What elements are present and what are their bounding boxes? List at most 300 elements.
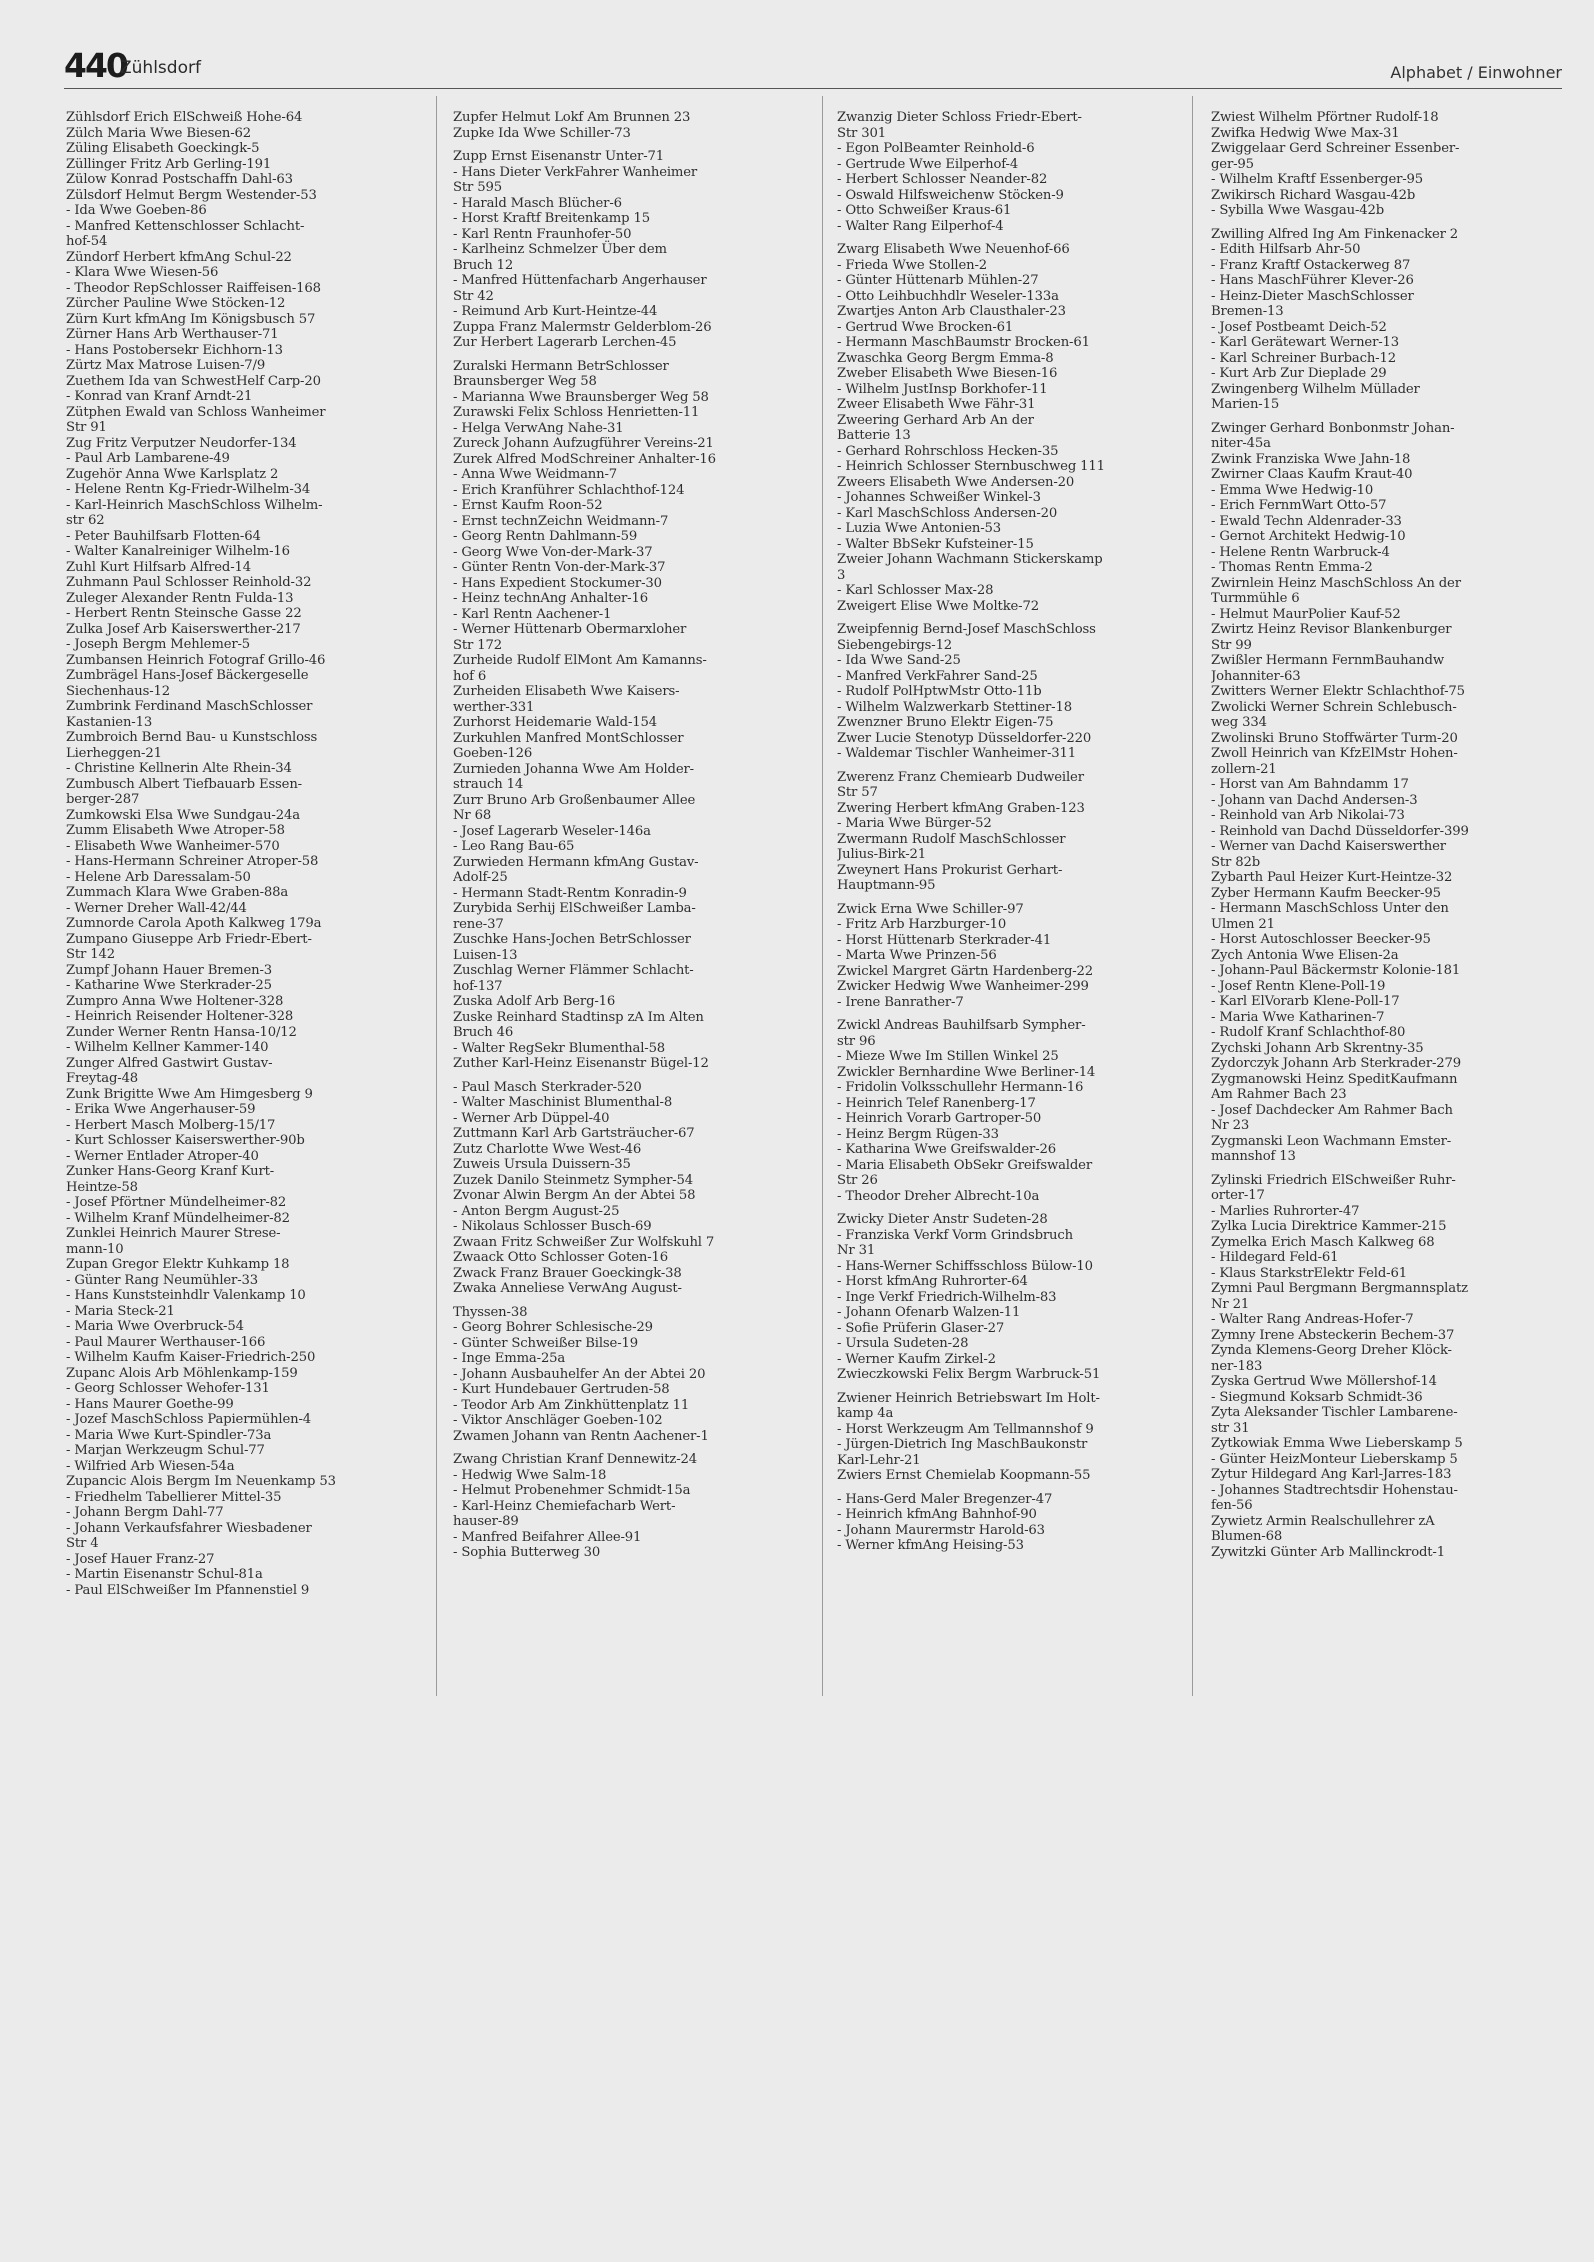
directory-entry: Zych Antonia Wwe Elisen-2a xyxy=(1211,947,1399,963)
directory-entry: - Gertrud Wwe Brocken-61 xyxy=(837,319,1014,335)
directory-entry: Bruch 12 xyxy=(453,257,514,273)
directory-entry: - Paul Arb Lambarene-49 xyxy=(66,451,230,466)
directory-entry: werther-331 xyxy=(453,699,535,715)
directory-entry: Zupan Gregor Elektr Kuhkamp 18 xyxy=(66,1257,290,1272)
directory-entry: Zwilling Alfred Ing Am Finkenacker 2 xyxy=(1211,226,1459,242)
directory-entry: - Heinrich Vorarb Gartroper-50 xyxy=(837,1111,1042,1126)
directory-entry: - Frieda Wwe Stollen-2 xyxy=(837,257,988,273)
directory-entry: Zwingenberg Wilhelm Müllader xyxy=(1211,381,1420,397)
directory-entry: zollern-21 xyxy=(1211,761,1277,777)
directory-entry: Zutz Charlotte Wwe West-46 xyxy=(453,1141,642,1157)
directory-entry: Hauptmann-95 xyxy=(837,878,936,893)
directory-entry: - Horst van Am Bahndamm 17 xyxy=(1211,777,1409,792)
directory-entry: - Ursula Sudeten-28 xyxy=(837,1336,969,1351)
directory-entry: Str 99 xyxy=(1211,637,1252,653)
directory-entry: - Siegmund Koksarb Schmidt-36 xyxy=(1211,1389,1423,1405)
directory-entry: Zuska Adolf Arb Berg-16 xyxy=(453,994,616,1009)
directory-entry: Zyber Hermann Kaufm Beecker-95 xyxy=(1211,885,1441,901)
directory-entry: - Hans-Hermann Schreiner Atroper-58 xyxy=(66,854,319,869)
directory-entry: - Elisabeth Wwe Wanheimer-570 xyxy=(66,838,280,854)
directory-entry: - Inge Emma-25a xyxy=(453,1351,566,1366)
directory-entry: Karl-Lehr-21 xyxy=(837,1452,921,1468)
directory-entry: hof-54 xyxy=(66,234,108,249)
directory-entry: - Herbert Masch Molberg-15/17 xyxy=(66,1117,276,1133)
directory-entry: - Johannes Stadtrechtsdir Hohenstau- xyxy=(1211,1482,1458,1498)
directory-entry: - Luzia Wwe Antonien-53 xyxy=(837,521,1002,536)
directory-entry: Zumpro Anna Wwe Holtener-328 xyxy=(66,993,284,1009)
directory-entry: - Teodor Arb Am Zinkhüttenplatz 11 xyxy=(453,1397,690,1413)
directory-entry: - Fridolin Volksschullehr Hermann-16 xyxy=(837,1080,1084,1095)
directory-entry: - Herbert Rentn Steinsche Gasse 22 xyxy=(66,606,302,621)
directory-entry: - Horst Kraftf Breitenkamp 15 xyxy=(453,211,650,226)
directory-entry: Goeben-126 xyxy=(453,746,533,761)
directory-entry: Zwaschka Georg Bergm Emma-8 xyxy=(837,350,1054,366)
directory-entry: - Jozef MaschSchloss Papiermühlen-4 xyxy=(66,1412,312,1427)
directory-entry: - Gertrude Wwe Eilperhof-4 xyxy=(837,156,1019,172)
directory-entry: Zwaan Fritz Schweißer Zur Wolfskuhl 7 xyxy=(453,1234,715,1250)
directory-entry: Zupanc Alois Arb Möhlenkamp-159 xyxy=(66,1365,298,1381)
directory-entry: Marien-15 xyxy=(1211,397,1280,412)
directory-entry: - Gerhard Rohrschloss Hecken-35 xyxy=(837,443,1059,459)
directory-entry: 3 xyxy=(837,567,846,583)
directory-entry: Zwartjes Anton Arb Clausthaler-23 xyxy=(837,304,1066,319)
directory-entry: Zwieczkowski Felix Bergm Warbruck-51 xyxy=(837,1367,1101,1382)
directory-entry: - Karlheinz Schmelzer Über dem xyxy=(453,242,667,257)
directory-entry: str 62 xyxy=(66,513,105,528)
directory-entry: - Helmut Probenehmer Schmidt-15a xyxy=(453,1483,691,1498)
directory-entry: - Marjan Werkzeugm Schul-77 xyxy=(66,1443,265,1458)
directory-entry: - Oswald Hilfsweichenw Stöcken-9 xyxy=(837,187,1064,203)
directory-entry: Zwirtz Heinz Revisor Blankenburger xyxy=(1211,622,1452,637)
directory-entry: Zurek Alfred ModSchreiner Anhalter-16 xyxy=(453,451,716,467)
directory-entry: - Sybilla Wwe Wasgau-42b xyxy=(1211,203,1385,218)
directory-entry: Züling Elisabeth Goeckingk-5 xyxy=(66,141,260,156)
directory-entry: mann-10 xyxy=(66,1241,124,1257)
directory-entry: - Marta Wwe Prinzen-56 xyxy=(837,948,997,963)
directory-entry: - Leo Rang Bau-65 xyxy=(453,839,575,854)
directory-entry: Zurawski Felix Schloss Henrietten-11 xyxy=(453,405,700,420)
directory-entry: Thyssen-38 xyxy=(453,1304,528,1320)
directory-entry: - Hans Maurer Goethe-99 xyxy=(66,1396,234,1412)
directory-entry: - Sophia Butterweg 30 xyxy=(453,1545,601,1560)
directory-entry: - Walter Maschinist Blumenthal-8 xyxy=(453,1095,673,1110)
directory-entry: Zunder Werner Rentn Hansa-10/12 xyxy=(66,1024,297,1040)
directory-entry: - Karl MaschSchloss Andersen-20 xyxy=(837,505,1058,521)
directory-entry: Zunger Alfred Gastwirt Gustav- xyxy=(66,1055,273,1071)
directory-entry: Zywietz Armin Realschullehrer zA xyxy=(1211,1513,1435,1529)
directory-entry: Zwickl Andreas Bauhilfsarb Sympher- xyxy=(837,1018,1086,1033)
directory-entry: Zylinski Friedrich ElSchweißer Ruhr- xyxy=(1211,1172,1456,1188)
directory-entry: - Otto Schweißer Kraus-61 xyxy=(837,203,1012,218)
page-keyword: Zühlsdorf xyxy=(120,58,201,78)
directory-entry: orter-17 xyxy=(1211,1188,1265,1203)
directory-column-4 xyxy=(1211,110,1569,1700)
directory-entry: - Wilhelm Kellner Kammer-140 xyxy=(66,1040,269,1055)
directory-entry: - Hermann MaschBaumstr Brocken-61 xyxy=(837,335,1090,350)
directory-entry: Zwick Erna Wwe Schiller-97 xyxy=(837,901,1024,917)
directory-entry: rene-37 xyxy=(453,916,504,932)
directory-entry: - Josef Hauer Franz-27 xyxy=(66,1551,215,1567)
directory-entry: - Hans-Gerd Maler Bregenzer-47 xyxy=(837,1491,1053,1507)
directory-entry: - Erich FernmWart Otto-57 xyxy=(1211,498,1387,513)
directory-entry: Zunklei Heinrich Maurer Strese- xyxy=(66,1226,281,1241)
directory-entry: - Emma Wwe Hedwig-10 xyxy=(1211,482,1374,498)
directory-entry: - Georg Rentn Dahlmann-59 xyxy=(453,529,638,544)
directory-entry: Zwaack Otto Schlosser Goten-16 xyxy=(453,1250,668,1265)
directory-entry: Zurheiden Elisabeth Wwe Kaisers- xyxy=(453,684,680,699)
directory-entry: - Walter Kanalreiniger Wilhelm-16 xyxy=(66,544,290,559)
directory-entry: Zwenzner Bruno Elektr Eigen-75 xyxy=(837,715,1054,730)
directory-entry: Zuweis Ursula Duissern-35 xyxy=(453,1157,631,1172)
directory-entry: - Johann van Dachd Andersen-3 xyxy=(1211,792,1418,808)
directory-entry: - Werner kfmAng Heising-53 xyxy=(837,1538,1024,1553)
directory-entry: - Werner Kaufm Zirkel-2 xyxy=(837,1351,996,1367)
directory-entry: hof 6 xyxy=(453,668,487,684)
directory-entry: Zychski Johann Arb Skrentny-35 xyxy=(1211,1040,1424,1056)
directory-entry: Zwißler Hermann FernmBauhandw xyxy=(1211,653,1444,668)
directory-entry: - Paul ElSchweißer Im Pfannenstiel 9 xyxy=(66,1582,310,1598)
directory-entry: Zwifka Hedwig Wwe Max-31 xyxy=(1211,125,1400,141)
directory-entry: Str 172 xyxy=(453,637,502,653)
directory-entry: - Walter RegSekr Blumenthal-58 xyxy=(453,1040,666,1056)
directory-entry: Zweber Elisabeth Wwe Biesen-16 xyxy=(837,366,1058,381)
directory-entry: Turmmühle 6 xyxy=(1211,591,1300,606)
directory-entry: Zwikirsch Richard Wasgau-42b xyxy=(1211,187,1416,203)
directory-entry: - Hans-Werner Schiffsschloss Bülow-10 xyxy=(837,1258,1093,1274)
directory-entry: - Josef Dachdecker Am Rahmer Bach xyxy=(1211,1102,1453,1118)
directory-entry: Zumbrägel Hans-Josef Bäckergeselle xyxy=(66,668,309,683)
directory-entry: Zwolicki Werner Schrein Schlebusch- xyxy=(1211,699,1457,715)
directory-entry: Zumpf Johann Hauer Bremen-3 xyxy=(66,962,272,978)
directory-entry: Zureck Johann Aufzugführer Vereins-21 xyxy=(453,436,714,451)
directory-entry: Zymelka Erich Masch Kalkweg 68 xyxy=(1211,1234,1435,1250)
directory-entry: - Georg Bohrer Schlesische-29 xyxy=(453,1320,653,1335)
directory-entry: - Wilhelm JustInsp Borkhofer-11 xyxy=(837,381,1048,397)
directory-entry: - Katharina Wwe Greifswalder-26 xyxy=(837,1142,1056,1157)
directory-entry: Zybarth Paul Heizer Kurt-Heintze-32 xyxy=(1211,870,1453,885)
directory-entry: Bruch 46 xyxy=(453,1025,514,1040)
directory-entry: Zumkowski Elsa Wwe Sundgau-24a xyxy=(66,807,300,823)
directory-entry: Zweer Elisabeth Wwe Fähr-31 xyxy=(837,397,1036,412)
directory-entry: Zupancic Alois Bergm Im Neuenkamp 53 xyxy=(66,1474,336,1489)
directory-entry: - Theodor Dreher Albrecht-10a xyxy=(837,1188,1040,1204)
directory-entry: Zurhorst Heidemarie Wald-154 xyxy=(453,715,657,730)
directory-entry: - Nikolaus Schlosser Busch-69 xyxy=(453,1219,652,1234)
directory-entry: - Ida Wwe Sand-25 xyxy=(837,653,961,668)
directory-entry: Zurybida Serhij ElSchweißer Lamba- xyxy=(453,901,696,916)
directory-column-3 xyxy=(837,110,1195,1700)
directory-entry: hauser-89 xyxy=(453,1514,519,1529)
directory-entry: - Walter BbSekr Kufsteiner-15 xyxy=(837,536,1034,552)
directory-entry: Str 82b xyxy=(1211,854,1261,870)
directory-entry: Zumpano Giuseppe Arb Friedr-Ebert- xyxy=(66,931,312,947)
directory-entry: - Christine Kellnerin Alte Rhein-34 xyxy=(66,761,292,776)
directory-entry: Zwaka Anneliese VerwAng August- xyxy=(453,1281,682,1296)
directory-entry: - Johann-Paul Bäckermstr Kolonie-181 xyxy=(1211,963,1461,978)
directory-entry: - Manfred Beifahrer Allee-91 xyxy=(453,1529,642,1545)
directory-entry: - Josef Pförtner Mündelheimer-82 xyxy=(66,1195,287,1210)
directory-entry: Zweipfennig Bernd-Josef MaschSchloss xyxy=(837,622,1096,637)
directory-entry: ger-95 xyxy=(1211,156,1254,172)
directory-entry: - Heinrich kfmAng Bahnhof-90 xyxy=(837,1507,1037,1522)
directory-entry: Str 42 xyxy=(453,288,494,304)
directory-entry: - Konrad van Kranf Arndt-21 xyxy=(66,389,253,404)
directory-entry: Zytkowiak Emma Wwe Lieberskamp 5 xyxy=(1211,1436,1463,1451)
directory-entry: - Karl Schreiner Burbach-12 xyxy=(1211,350,1396,366)
directory-entry: - Georg Schlosser Wehofer-131 xyxy=(66,1381,270,1396)
directory-entry: - Karl-Heinrich MaschSchloss Wilhelm- xyxy=(66,497,323,513)
directory-entry: Str 4 xyxy=(66,1536,99,1551)
directory-entry: Ulmen 21 xyxy=(1211,916,1275,932)
directory-entry: - Hans Kunststeinhdlr Valenkamp 10 xyxy=(66,1288,306,1303)
directory-entry: Zwickel Margret Gärtn Hardenberg-22 xyxy=(837,963,1094,979)
directory-entry: - Paul Maurer Werthauser-166 xyxy=(66,1334,266,1350)
directory-entry: Zuschlag Werner Flämmer Schlacht- xyxy=(453,963,694,978)
directory-entry: - Manfred Kettenschlosser Schlacht- xyxy=(66,218,305,234)
directory-entry: Zumbusch Albert Tiefbauarb Essen- xyxy=(66,776,302,792)
directory-entry: - Sofie Prüferin Glaser-27 xyxy=(837,1320,1005,1336)
directory-entry: - Maria Steck-21 xyxy=(66,1303,175,1319)
page-number: 440 xyxy=(64,46,127,85)
directory-entry: Zugehör Anna Wwe Karlsplatz 2 xyxy=(66,466,279,482)
directory-entry: - Josef Lagerarb Weseler-146a xyxy=(453,823,651,839)
directory-entry: - Klaus StarkstrElektr Feld-61 xyxy=(1211,1265,1407,1281)
directory-entry: Zweering Gerhard Arb An der xyxy=(837,412,1034,428)
directory-entry: Braunsberger Weg 58 xyxy=(453,374,597,389)
directory-entry: - Hedwig Wwe Salm-18 xyxy=(453,1467,607,1483)
directory-entry: - Maria Elisabeth ObSekr Greifswalder xyxy=(837,1157,1092,1173)
directory-entry: Siechenhaus-12 xyxy=(66,683,170,699)
directory-entry: - Hans Expedient Stockumer-30 xyxy=(453,575,662,591)
directory-entry: Johanniter-63 xyxy=(1211,668,1301,684)
directory-entry: Zvonar Alwin Bergm An der Abtei 58 xyxy=(453,1188,696,1203)
directory-entry: Zur Herbert Lagerarb Lerchen-45 xyxy=(453,335,677,350)
directory-entry: - Heinz-Dieter MaschSchlosser xyxy=(1211,288,1414,304)
directory-entry: - Heinz Bergm Rügen-33 xyxy=(837,1126,999,1142)
directory-entry: Zurwieden Hermann kfmAng Gustav- xyxy=(453,854,699,870)
directory-entry: Zwamen Johann van Rentn Aachener-1 xyxy=(453,1428,709,1444)
directory-entry: Nr 21 xyxy=(1211,1296,1250,1312)
directory-entry: Zuttmann Karl Arb Gartsträucher-67 xyxy=(453,1126,695,1141)
directory-entry: - Karl-Heinz Chemiefacharb Wert- xyxy=(453,1498,676,1514)
directory-entry: - Marlies Ruhrorter-47 xyxy=(1211,1203,1360,1219)
directory-entry: - Johann Bergm Dahl-77 xyxy=(66,1505,224,1520)
directory-entry: Zuhl Kurt Hilfsarb Alfred-14 xyxy=(66,559,252,575)
directory-entry: - Theodor RepSchlosser Raiffeisen-168 xyxy=(66,280,321,296)
directory-entry: Zweigert Elise Wwe Moltke-72 xyxy=(837,598,1039,614)
directory-entry: - Wilfried Arb Wiesen-54a xyxy=(66,1458,235,1474)
directory-entry: Zumbroich Bernd Bau- u Kunstschloss xyxy=(66,730,318,745)
directory-entry: Zwirner Claas Kaufm Kraut-40 xyxy=(1211,467,1413,482)
directory-entry: Zug Fritz Verputzer Neudorfer-134 xyxy=(66,435,297,451)
directory-entry: Zürner Hans Arb Werthauser-71 xyxy=(66,327,279,342)
directory-entry: Zweier Johann Wachmann Stickerskamp xyxy=(837,552,1103,567)
directory-entry: - Rudolf PolHptwMstr Otto-11b xyxy=(837,684,1042,699)
directory-entry: Zuske Reinhard Stadtinsp zA Im Alten xyxy=(453,1009,704,1025)
directory-columns xyxy=(66,110,1556,1700)
directory-entry: Zuralski Hermann BetrSchlosser xyxy=(453,358,669,374)
directory-entry: - Maria Wwe Katharinen-7 xyxy=(1211,1009,1385,1025)
directory-entry: Adolf-25 xyxy=(453,870,508,885)
directory-entry: Str 301 xyxy=(837,125,886,141)
directory-entry: - Helene Rentn Warbruck-4 xyxy=(1211,544,1390,560)
directory-entry: - Heinz technAng Anhalter-16 xyxy=(453,591,648,606)
directory-entry: Nr 68 xyxy=(453,808,492,823)
directory-entry: - Marianna Wwe Braunsberger Weg 58 xyxy=(453,389,709,405)
directory-entry: Zuethem Ida van SchwestHelf Carp-20 xyxy=(66,373,321,389)
directory-entry: - Wilhelm Walzwerkarb Stettiner-18 xyxy=(837,699,1072,715)
directory-entry: Nr 23 xyxy=(1211,1118,1250,1133)
directory-entry: Zürtz Max Matrose Luisen-7/9 xyxy=(66,358,266,373)
directory-entry: - Günter HeizMonteur Lieberskamp 5 xyxy=(1211,1451,1458,1467)
directory-entry: Zülow Konrad Postschaffn Dahl-63 xyxy=(66,172,293,187)
directory-entry: - Horst Werkzeugm Am Tellmannshof 9 xyxy=(837,1421,1094,1437)
directory-entry: - Franz Kraftf Ostackerweg 87 xyxy=(1211,257,1411,273)
directory-entry: - Helene Arb Daressalam-50 xyxy=(66,869,251,885)
directory-entry: Am Rahmer Bach 23 xyxy=(1211,1087,1347,1102)
directory-entry: - Anna Wwe Weidmann-7 xyxy=(453,467,618,482)
directory-entry: Zühlsdorf Erich ElSchweiß Hohe-64 xyxy=(66,110,303,125)
directory-entry: weg 334 xyxy=(1211,715,1267,730)
directory-entry: Zwink Franziska Wwe Jahn-18 xyxy=(1211,451,1411,467)
directory-entry: Zupke Ida Wwe Schiller-73 xyxy=(453,125,631,141)
directory-entry: - Helmut MaurPolier Kauf-52 xyxy=(1211,606,1401,622)
directory-entry: Zyta Aleksander Tischler Lambarene- xyxy=(1211,1405,1458,1420)
directory-entry: - Viktor Anschläger Goeben-102 xyxy=(453,1413,663,1428)
directory-entry: - Anton Bergm August-25 xyxy=(453,1203,620,1219)
directory-entry: - Josef Rentn Klene-Poll-19 xyxy=(1211,978,1386,994)
directory-entry: - Kurt Arb Zur Dieplade 29 xyxy=(1211,366,1387,381)
directory-entry: Zwirnlein Heinz MaschSchloss An der xyxy=(1211,575,1461,591)
directory-entry: - Heinrich Schlosser Sternbuschweg 111 xyxy=(837,459,1105,474)
directory-entry: hof-137 xyxy=(453,978,503,994)
directory-entry: Freytag-48 xyxy=(66,1071,139,1086)
directory-entry: - Hans Postobersekr Eichhorn-13 xyxy=(66,342,283,358)
directory-entry: - Ernst technZeichn Weidmann-7 xyxy=(453,513,669,529)
directory-entry: - Hermann MaschSchloss Unter den xyxy=(1211,901,1449,916)
directory-entry: - Mieze Wwe Im Stillen Winkel 25 xyxy=(837,1049,1059,1064)
directory-entry: Zwicky Dieter Anstr Sudeten-28 xyxy=(837,1212,1048,1227)
directory-entry: Zwoll Heinrich van KfzElMstr Hohen- xyxy=(1211,746,1458,761)
directory-entry: Zwiers Ernst Chemielab Koopmann-55 xyxy=(837,1468,1091,1483)
directory-entry: - Maria Wwe Overbruck-54 xyxy=(66,1319,244,1334)
directory-entry: Bremen-13 xyxy=(1211,304,1284,319)
directory-entry: - Werner Entlader Atroper-40 xyxy=(66,1148,259,1164)
directory-entry: - Josef Postbeamt Deich-52 xyxy=(1211,319,1387,335)
directory-entry: Zwang Christian Kranf Dennewitz-24 xyxy=(453,1452,698,1467)
directory-entry: - Hermann Stadt-Rentm Konradin-9 xyxy=(453,885,687,901)
directory-entry: - Hans Dieter VerkFahrer Wanheimer xyxy=(453,164,698,180)
directory-entry: - Erika Wwe Angerhauser-59 xyxy=(66,1102,256,1117)
directory-entry: Zurheide Rudolf ElMont Am Kamanns- xyxy=(453,653,707,668)
directory-entry: - Johann Ausbauhelfer An der Abtei 20 xyxy=(453,1366,706,1382)
directory-entry: Zwicker Hedwig Wwe Wanheimer-299 xyxy=(837,979,1089,994)
directory-entry: - Werner Arb Düppel-40 xyxy=(453,1110,610,1126)
directory-entry: - Erich Kranführer Schlachthof-124 xyxy=(453,482,685,498)
directory-entry: - Reinhold van Dachd Düsseldorfer-399 xyxy=(1211,823,1469,839)
directory-entry: - Thomas Rentn Emma-2 xyxy=(1211,560,1373,575)
directory-entry: Zwering Herbert kfmAng Graben-123 xyxy=(837,800,1085,816)
directory-entry: - Helga VerwAng Nahe-31 xyxy=(453,420,624,436)
directory-entry: - Johann Ofenarb Walzen-11 xyxy=(837,1305,1021,1320)
directory-column-2 xyxy=(453,110,811,1700)
directory-entry: Zygmanski Leon Wachmann Emster- xyxy=(1211,1133,1452,1149)
directory-entry: Zwinger Gerhard Bonbonmstr Johan- xyxy=(1211,420,1455,436)
directory-entry: Zytur Hildegard Ang Karl-Jarres-183 xyxy=(1211,1467,1452,1482)
directory-entry: Zumbansen Heinrich Fotograf Grillo-46 xyxy=(66,652,326,668)
directory-entry: Kastanien-13 xyxy=(66,714,153,730)
directory-entry: kamp 4a xyxy=(837,1406,894,1421)
directory-entry: Lierheggen-21 xyxy=(66,745,162,761)
directory-entry: - Waldemar Tischler Wanheimer-311 xyxy=(837,746,1076,761)
directory-entry: Zymni Paul Bergmann Bergmannsplatz xyxy=(1211,1281,1468,1296)
directory-entry: - Fritz Arb Harzburger-10 xyxy=(837,917,1007,932)
directory-entry: Zummach Klara Wwe Graben-88a xyxy=(66,885,289,900)
directory-entry: strauch 14 xyxy=(453,777,524,792)
directory-entry: Zwiggelaar Gerd Schreiner Essenber- xyxy=(1211,141,1460,156)
directory-entry: - Johannes Schweißer Winkel-3 xyxy=(837,490,1041,505)
directory-entry: - Peter Bauhilfsarb Flotten-64 xyxy=(66,528,261,544)
directory-entry: Zuhmann Paul Schlosser Reinhold-32 xyxy=(66,575,312,590)
directory-entry: str 31 xyxy=(1211,1420,1250,1436)
directory-entry: - Otto Leihbuchhdlr Weseler-133a xyxy=(837,288,1059,304)
directory-entry: - Günter Rentn Von-der-Mark-37 xyxy=(453,560,666,575)
directory-entry: Zwolinski Bruno Stoffwärter Turm-20 xyxy=(1211,730,1458,746)
directory-entry: - Karl Gerätewart Werner-13 xyxy=(1211,335,1400,350)
directory-entry: Zynda Klemens-Georg Dreher Klöck- xyxy=(1211,1343,1452,1358)
directory-entry: - Kurt Schlosser Kaiserswerther-90b xyxy=(66,1133,305,1148)
directory-entry: Zweynert Hans Prokurist Gerhart- xyxy=(837,862,1063,878)
directory-entry: Zwickler Bernhardine Wwe Berliner-14 xyxy=(837,1064,1096,1080)
directory-entry: - Hildegard Feld-61 xyxy=(1211,1250,1339,1265)
directory-entry: - Georg Wwe Von-der-Mark-37 xyxy=(453,544,653,560)
directory-entry: Zyska Gertrud Wwe Möllershof-14 xyxy=(1211,1374,1437,1389)
directory-entry: Zumnorde Carola Apoth Kalkweg 179a xyxy=(66,916,322,931)
directory-entry: - Egon PolBeamter Reinhold-6 xyxy=(837,141,1035,156)
directory-entry: Zuther Karl-Heinz Eisenanstr Bügel-12 xyxy=(453,1056,709,1071)
directory-entry: - Harald Masch Blücher-6 xyxy=(453,195,622,211)
directory-entry: - Maria Wwe Kurt-Spindler-73a xyxy=(66,1427,272,1443)
directory-entry: Zupp Ernst Eisenanstr Unter-71 xyxy=(453,149,664,164)
directory-entry: - Karl Rentn Fraunhofer-50 xyxy=(453,226,632,242)
directory-entry: - Wilhelm Kraftf Essenberger-95 xyxy=(1211,172,1424,187)
directory-entry: - Maria Wwe Bürger-52 xyxy=(837,816,992,831)
directory-entry: Zürn Kurt kfmAng Im Königsbusch 57 xyxy=(66,311,316,327)
directory-entry: - Helene Rentn Kg-Friedr-Wilhelm-34 xyxy=(66,482,311,497)
directory-entry: Zwiener Heinrich Betriebswart Im Holt- xyxy=(837,1390,1100,1406)
directory-entry: Zuleger Alexander Rentn Fulda-13 xyxy=(66,590,294,606)
directory-entry: - Gernot Architekt Hedwig-10 xyxy=(1211,529,1406,544)
directory-entry: - Walter Rang Andreas-Hofer-7 xyxy=(1211,1312,1414,1327)
directory-entry: - Manfred Hüttenfacharb Angerhauser xyxy=(453,273,707,288)
directory-entry: - Günter Hüttenarb Mühlen-27 xyxy=(837,273,1039,288)
directory-entry: Zurkuhlen Manfred MontSchlosser xyxy=(453,730,684,746)
directory-entry: - Ewald Techn Aldenrader-33 xyxy=(1211,513,1402,529)
directory-entry: - Inge Verkf Friedrich-Wilhelm-83 xyxy=(837,1289,1057,1305)
directory-entry: - Johann Maurermstr Harold-63 xyxy=(837,1522,1045,1538)
directory-entry: - Manfred VerkFahrer Sand-25 xyxy=(837,668,1038,684)
directory-entry: Zwanzig Dieter Schloss Friedr-Ebert- xyxy=(837,110,1082,125)
directory-entry: - Kurt Hundebauer Gertruden-58 xyxy=(453,1382,670,1397)
directory-entry: Zumm Elisabeth Wwe Atroper-58 xyxy=(66,823,285,838)
directory-entry: Siebengebirgs-12 xyxy=(837,637,953,653)
directory-entry: - Ida Wwe Goeben-86 xyxy=(66,203,207,218)
directory-entry: Zydorczyk Johann Arb Sterkrader-279 xyxy=(1211,1056,1462,1071)
directory-entry: - Wilhelm Kranf Mündelheimer-82 xyxy=(66,1210,290,1226)
directory-entry: Zunker Hans-Georg Kranf Kurt- xyxy=(66,1164,275,1179)
directory-entry: Zwitters Werner Elektr Schlachthof-75 xyxy=(1211,684,1465,699)
directory-entry: - Reimund Arb Kurt-Heintze-44 xyxy=(453,304,658,319)
